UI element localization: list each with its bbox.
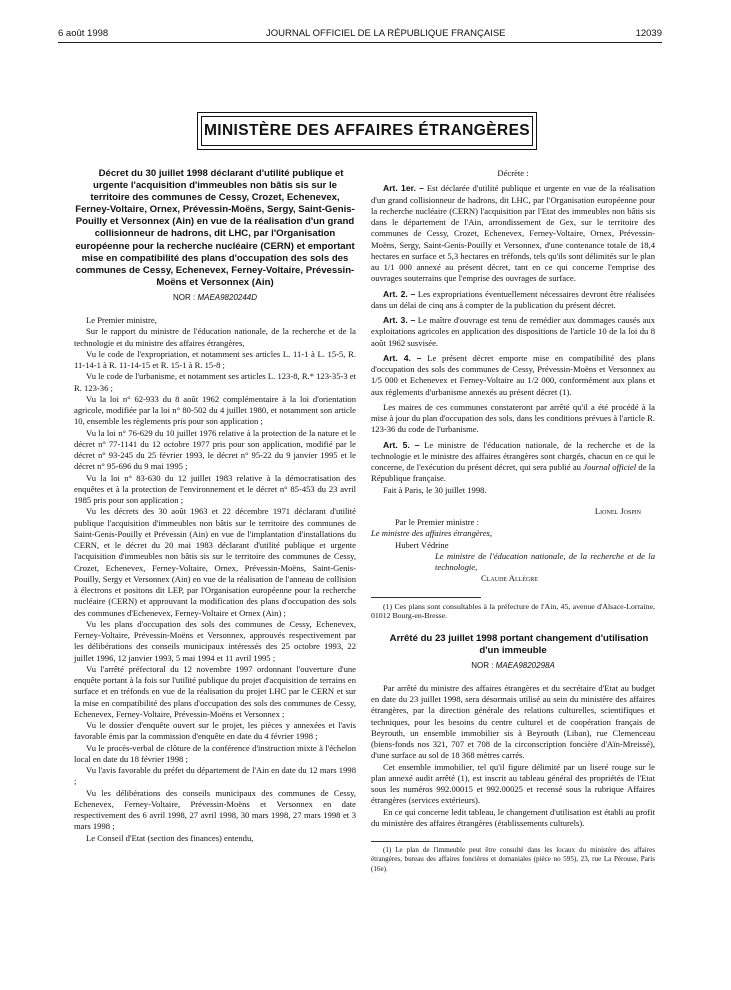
article-5: Art. 5. – Le ministre de l'éducation nationale, de la recherche et de la technologie et le ministre des affaires étrangères sont chargés, chacun en ce qui le concerne, de l'exécution du présent décret, qui sera publié au Journal officiel de la République française. [371,439,656,484]
article-text: Le présent décret emporte mise en compatibilité des plans d'occupation des sols des communes de Cessy, Prévessin-Moëns et Versonnex au 1/5 000 et Echenevex et Ferney-Voltaire au 1/2 000, conformément aux plans et aux règlements d'urbanisme annexés au présent décret (1). [371,352,656,397]
visa-paragraph: Vu les plans d'occupation des sols des communes de Cessy, Echenevex, Ferney-Voltaire, Prévessin-Moëns et Versonnex, approuvés respectivement par les délibérations des conseils municipaux intéressés des 25 octobre 1993, 22 juillet 1996, 12 janvier 1993, 5 mai 1994 et 11 avril 1995 ; [74,618,356,663]
done-at: Fait à Paris, le 30 juillet 1998. [383,484,487,495]
decree-nor [74,292,356,303]
footnote: (1) Ces plans sont consultables à la préfecture de l'Ain, 45, avenue d'Alsace-Lorraine, 01012 Bourg-en-Bresse. [371,601,655,620]
visa-paragraph: Vu la loi n° 76-629 du 10 juillet 1976 relative à la protection de la nature et le décret n° 77-1141 du 12 octobre 1977 pris pour son application, modifié par le décret n° 93-245 du 25 février 1993, le décret n° 95-22 du 9 janvier 1995 et le décret n° 95-696 du 9 mai 1995 ; [74,427,356,472]
visa-paragraph: Vu le code de l'urbanisme, et notamment ses articles L. 123-8, R.* 123-35-3 et R. 123-36 ; [74,371,356,393]
order-footnote: (1) Le plan de l'immeuble peut être consulté dans les locaux du ministère des affaires étrangères, bureau des affaires foncières et domaniales (pièce no 595), 23, rue La Pérouse, Paris (16e). [371,846,655,873]
nor-code: MAEA9820244D [197,292,258,302]
left-column [74,168,356,844]
signatory: Lionel Jospin [594,505,641,516]
order-nor [371,660,655,671]
article-4 [371,353,655,398]
decrete-heading: Décrète : [497,168,529,178]
visa-paragraph: Vu la loi n° 62-933 du 8 août 1962 complémentaire à la loi d'orientation agricole, modifiée par la loi n° 80-502 du 4 juillet 1980, et notamment son article 10, ensemble les règlements pris pour son application ; [74,393,356,427]
article-text: Est déclarée d'utilité publique et urgente en vue de la réalisation d'un grand collisionneur de hadrons, dit LHC, par l'Organisation européenne pour la recherche nucléaire (CERN) l'acquisition par l'Etat des immeubles non bâtis sis dans le département de l'Ain, arrondissement de Gex, sur le territoire des communes de Cessy, Crozet, Echenevex, Ferney-Voltaire, Ornex, Prévessin-Moëns, Sergy, Saint-Genis-Pouilly et Versonnex, d'une contenance totale de 18,4 hectares en surface et 5,3 hectares en tréfonds, tels qu'ils sont délimités sur le plan au 1/1 000 annexé au présent décret, tant en ce qui concerne l'emprise des ouvrages souterrains que l'emprise des ouvrages de surface. [371,183,655,284]
nor-label: NOR : [471,660,494,670]
minister-education-name: Claude Allègre [481,573,538,584]
visa-paragraph: Vu la loi n° 83-630 du 12 juillet 1983 relative à la démocratisation des enquêtes et à la protection de l'environnement et le décret n° 85-453 du 23 avril 1985 pris pour son application ; [74,472,356,506]
header-date: 6 août 1998 [58,28,109,39]
order-title: Arrêté du 23 juillet 1998 portant changement d'utilisation d'un immeuble [389,632,649,656]
pm-line: Par le Premier ministre : [395,517,480,527]
right-column [371,168,655,874]
minister-foreign-affairs: Le ministre des affaires étrangères, [371,528,493,539]
nor-label: NOR : [172,292,196,302]
visa-paragraph: Sur le rapport du ministre de l'éducation nationale, de la recherche et de la technologie et du ministre des affaires étrangères, [74,326,356,348]
order-paragraphs [371,683,655,829]
visa-paragraph: Vu les délibérations des conseils municipaux des communes de Cessy, Echenevex, Ferney-Voltaire, Prévessin-Moëns et Versonnex en date respectivement des 6 avril 1998, 27 avril 1998, 30 mars 1998, 27 mars 1998 et 3 mars 1998 ; [74,787,356,832]
ministry-heading: MINISTÈRE DES AFFAIRES ÉTRANGÈRES [201,116,533,146]
visa-paragraph: Le Premier ministre, [86,315,157,326]
article-label: Art. 1er. – [383,183,424,194]
visa-paragraph: Vu le procès-verbal de clôture de la conférence d'instruction mixte à l'échelon local en date du 18 février 1998 ; [74,742,356,764]
article-4-extra: Les maires de ces communes constateront par arrêté qu'il a été procédé à la mise à jour du plan d'occupation des sols, dans les conditions prévues à l'article R. 123-36 du code de l'urbanisme. [371,401,655,435]
order-paragraph: Cet ensemble immobilier, tel qu'il figure délimité par un liseré rouge sur le plan annexé audit arrêté (1), est inscrit au tableau général des propriétés de l'Etat sous les numéros 992.00015 et 992.00025 et recensé sous la rubrique Affaires étrangères (services extérieurs). [371,761,655,806]
minister-education: Le ministre de l'éducation nationale, de la recherche et de la technologie, [435,550,655,572]
article-2 [371,289,655,312]
header-rule [58,42,662,43]
visa-paragraph: Vu le dossier d'enquête ouvert sur le projet, les pièces y annexées et l'avis favorable émis par la commission d'enquête en date du 4 février 1998 ; [74,720,356,742]
article-3 [371,315,655,349]
visa-paragraph: Vu les décrets des 30 août 1963 et 22 décembre 1971 déclarant d'utilité publique l'acquisition d'immeubles non bâtis sur le territoire des communes de Saint-Genis-Pouilly et Prévessin (Ain) en vue de l'implantation d'installations du CERN, et le décret du 20 mai 1983 déclarant d'utilité publique et urgente l'acquisition d'immeubles non bâtis sis sur le territoire des communes de Cessy, Crozet, Echenevex, Ferney-Voltaire, Ornex, Prévessin-Moëns, Saint-Genis-Pouilly, Sergy et Versonnex (Ain) en vue de la réalisation de l'anneau de collision à électrons et positons dit LEP, par l'Organisation européenne pour la recherche nucléaire (CERN) et approuvant la modification des plans d'occupation des sols des communes d'Echenevex, Ferney-Voltaire et Ornex (Ain) ; [74,506,356,618]
footnote-rule [371,597,481,598]
minister-foreign-affairs-name: Hubert Védrine [395,539,449,550]
visa-paragraph: Vu le code de l'expropriation, et notamment ses articles L. 11-1 à L. 15-5, R. 11-14-1 à R. 11-14-15 et R. 15-1 à R. 15-8 ; [74,348,356,371]
nor-code: MAEA9820298A [495,660,555,670]
article-label: Art. 5. – [383,439,420,450]
visa-list [74,315,356,844]
footnote-rule [371,841,461,842]
article-label: Art. 3. – [383,315,416,325]
article-label: Art. 4. – [383,352,422,363]
articles-list [371,183,655,402]
header-page-number: 12039 [635,28,662,39]
visa-paragraph: Vu l'arrêté préfectoral du 12 novembre 1997 ordonnant l'ouverture d'une enquête portant à la fois sur l'utilité publique du projet d'acquisition de terrains en surface et en tréfonds en vue de la réalisation du projet LHC par le CERN et sur la mise en compatibilité des plans d'occupation des sols des communes de Cessy, Echenevex, Ferney-Voltaire, Prévessin-Moëns et Versonnex ; [74,663,356,719]
article-text: Les expropriations éventuellement nécessaires devront être réalisées dans un délai de cinq ans à compter de la publication du présent décret. [371,288,655,310]
decree-title: Décret du 30 juillet 1998 déclarant d'utilité publique et urgente l'acquisition d'immeubles non bâtis sis sur le territoire des communes de Cessy, Crozet, Echenevex, Ferney-Voltaire, Ornex, Prévessin-Moëns, Sergy, Saint-Genis-Pouilly et Versonnex (Ain) en vue de la réalisation d'un grand collisionneur de hadrons, dit LHC, par l'Organisation européenne pour la recherche nucléaire (CERN) et emportant mise en compatibilité des plans d'occupation des sols des communes de Cessy, Echenevex, Ferney-Voltaire, Prévessin-Moëns et Versonnex (Ain) [75,168,355,288]
visa-paragraph: Le Conseil d'Etat (section des finances) entendu, [86,832,254,843]
article-label: Art. 2. – [383,288,416,299]
article-1 [371,183,655,284]
order-paragraph: En ce qui concerne ledit tableau, le changement d'utilisation est établi au profit du ministère des affaires étrangères (établissements culturels). [371,806,655,828]
visa-paragraph: Vu l'avis favorable du préfet du département de l'Ain en date du 12 mars 1998 ; [74,765,356,787]
order-paragraph: Par arrêté du ministre des affaires étrangères et du secrétaire d'Etat au budget en date du 23 juillet 1998, sera désormais utilisé au sein du ministère des affaires étrangères, par la direction générale des relations culturelles, scientifiques et techniques, pour les besoins du centre culturel et de coopération français de Beyrouth, un ensemble immobilier sis à Beyrouth (Liban), rue Clemenceau (biens-fonds nos 321, 707 et 708 de la circonscription foncière d'Aïn-Mreissé), d'une surface au sol de 18 368 mètres carrés. [371,682,655,761]
article-text: Le maître d'ouvrage est tenu de remédier aux dommages causés aux exploitations agricoles en application des dispositions de l'article 10 de la loi du 8 août 1962 susvisée. [371,315,655,348]
header-journal: JOURNAL OFFICIEL DE LA RÉPUBLIQUE FRANÇAISE [266,28,506,39]
